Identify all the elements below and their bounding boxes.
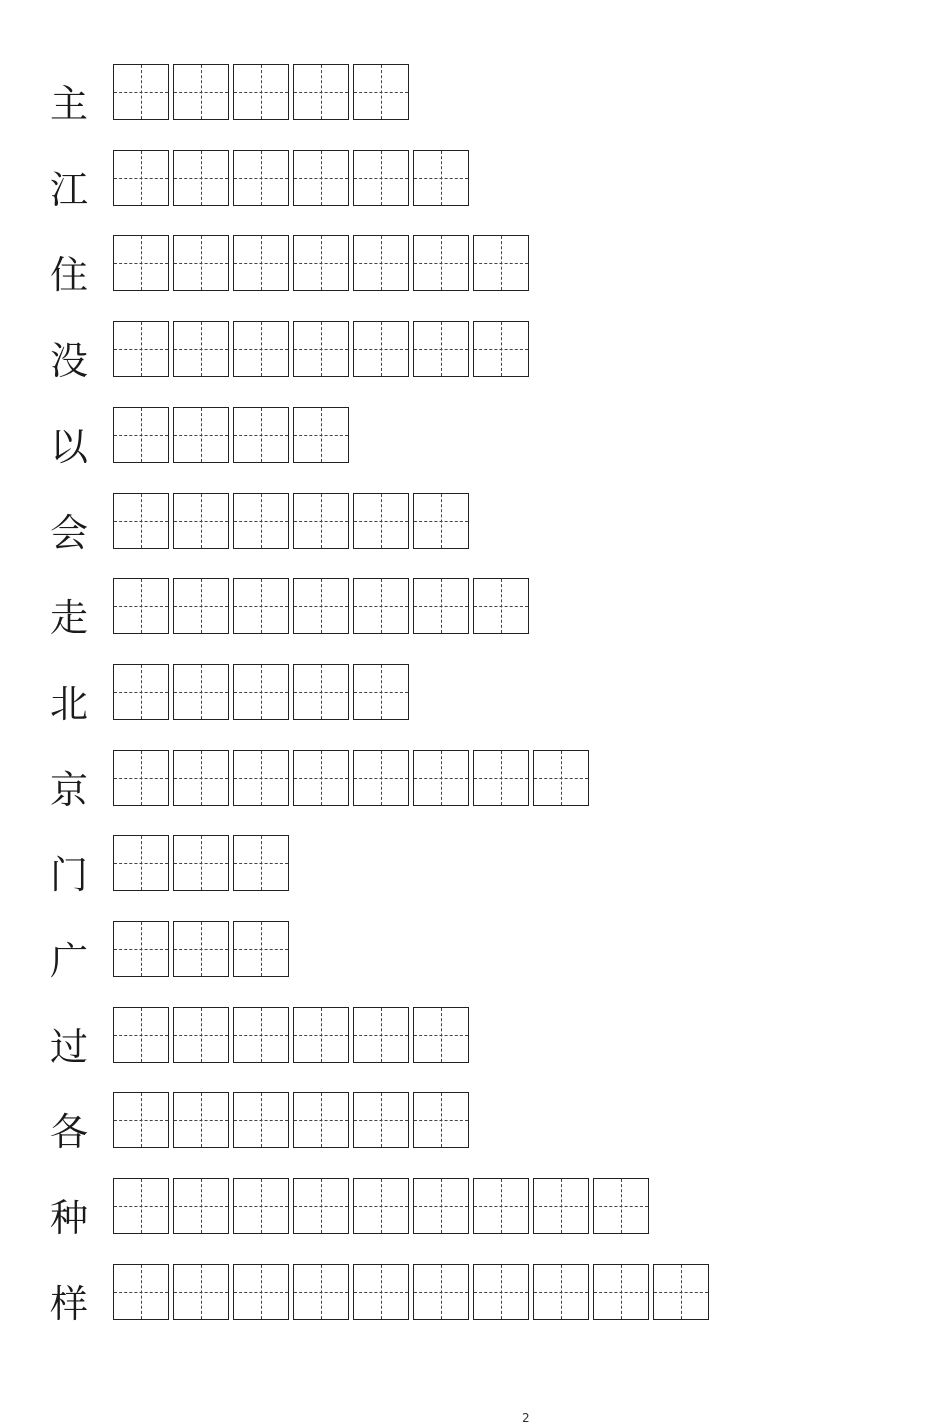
- tianzige-cell[interactable]: [173, 1007, 229, 1063]
- character-label: 种: [50, 1196, 89, 1240]
- tianzige-cell[interactable]: [233, 235, 289, 291]
- tianzige-cell[interactable]: [293, 1092, 349, 1148]
- tianzige-cell[interactable]: [353, 1007, 409, 1063]
- tianzige-cell[interactable]: [113, 1092, 169, 1148]
- character-label: 过: [50, 1025, 89, 1069]
- tianzige-cell[interactable]: [353, 64, 409, 120]
- tianzige-cell[interactable]: [173, 1092, 229, 1148]
- writing-grid: [113, 64, 413, 120]
- tianzige-cell[interactable]: [173, 1178, 229, 1234]
- practice-row: [50, 746, 593, 812]
- character-label: 江: [50, 168, 89, 212]
- tianzige-cell[interactable]: [113, 64, 169, 120]
- tianzige-cell[interactable]: [113, 1264, 169, 1320]
- tianzige-cell[interactable]: [173, 835, 229, 891]
- tianzige-cell[interactable]: [173, 235, 229, 291]
- practice-row: [50, 1174, 653, 1240]
- practice-row: [50, 1260, 713, 1326]
- practice-row: [50, 146, 473, 212]
- writing-grid: [113, 1092, 473, 1148]
- tianzige-cell[interactable]: [353, 1178, 409, 1234]
- tianzige-cell[interactable]: [113, 578, 169, 634]
- tianzige-cell[interactable]: [413, 750, 469, 806]
- tianzige-cell[interactable]: [113, 235, 169, 291]
- page-number: 2: [522, 1411, 530, 1425]
- tianzige-cell[interactable]: [173, 921, 229, 977]
- writing-grid: [113, 1264, 713, 1320]
- tianzige-cell[interactable]: [353, 235, 409, 291]
- tianzige-cell[interactable]: [413, 1178, 469, 1234]
- tianzige-cell[interactable]: [173, 664, 229, 720]
- writing-grid: [113, 321, 533, 377]
- tianzige-cell[interactable]: [293, 1178, 349, 1234]
- tianzige-cell[interactable]: [173, 493, 229, 549]
- tianzige-cell[interactable]: [113, 664, 169, 720]
- tianzige-cell[interactable]: [473, 321, 529, 377]
- tianzige-cell[interactable]: [293, 235, 349, 291]
- tianzige-cell[interactable]: [413, 235, 469, 291]
- writing-grid: [113, 750, 593, 806]
- tianzige-cell[interactable]: [233, 664, 289, 720]
- tianzige-cell[interactable]: [233, 1264, 289, 1320]
- tianzige-cell[interactable]: [233, 835, 289, 891]
- tianzige-cell[interactable]: [233, 1007, 289, 1063]
- tianzige-cell[interactable]: [173, 578, 229, 634]
- character-label: 走: [50, 596, 89, 640]
- tianzige-cell[interactable]: [173, 321, 229, 377]
- tianzige-cell[interactable]: [533, 1264, 589, 1320]
- tianzige-cell[interactable]: [353, 664, 409, 720]
- practice-row: [50, 1003, 473, 1069]
- tianzige-cell[interactable]: [233, 321, 289, 377]
- tianzige-cell[interactable]: [473, 1178, 529, 1234]
- practice-row: [50, 574, 533, 640]
- tianzige-cell[interactable]: [293, 1264, 349, 1320]
- character-label: 门: [50, 853, 89, 897]
- tianzige-cell[interactable]: [593, 1264, 649, 1320]
- tianzige-cell[interactable]: [653, 1264, 709, 1320]
- tianzige-cell[interactable]: [293, 664, 349, 720]
- tianzige-cell[interactable]: [413, 1092, 469, 1148]
- writing-grid: [113, 1007, 473, 1063]
- tianzige-cell[interactable]: [233, 921, 289, 977]
- tianzige-cell[interactable]: [473, 578, 529, 634]
- character-label: 以: [50, 425, 89, 469]
- writing-grid: [113, 1178, 653, 1234]
- practice-row: [50, 660, 413, 726]
- tianzige-cell[interactable]: [113, 493, 169, 549]
- writing-grid: [113, 493, 473, 549]
- tianzige-cell[interactable]: [233, 578, 289, 634]
- tianzige-cell[interactable]: [353, 321, 409, 377]
- tianzige-cell[interactable]: [413, 1264, 469, 1320]
- character-label: 北: [50, 682, 89, 726]
- tianzige-cell[interactable]: [233, 150, 289, 206]
- tianzige-cell[interactable]: [293, 150, 349, 206]
- practice-row: [50, 831, 293, 897]
- tianzige-cell[interactable]: [533, 1178, 589, 1234]
- tianzige-cell[interactable]: [353, 578, 409, 634]
- tianzige-cell[interactable]: [113, 407, 169, 463]
- tianzige-cell[interactable]: [353, 150, 409, 206]
- tianzige-cell[interactable]: [113, 921, 169, 977]
- tianzige-cell[interactable]: [413, 1007, 469, 1063]
- character-label: 样: [50, 1282, 89, 1326]
- tianzige-cell[interactable]: [293, 64, 349, 120]
- practice-row: [50, 60, 413, 126]
- tianzige-cell[interactable]: [353, 1092, 409, 1148]
- tianzige-cell[interactable]: [113, 750, 169, 806]
- tianzige-cell[interactable]: [233, 493, 289, 549]
- tianzige-cell[interactable]: [413, 321, 469, 377]
- tianzige-cell[interactable]: [293, 493, 349, 549]
- character-label: 没: [50, 339, 89, 383]
- tianzige-cell[interactable]: [233, 750, 289, 806]
- tianzige-cell[interactable]: [533, 750, 589, 806]
- tianzige-cell[interactable]: [113, 1178, 169, 1234]
- tianzige-cell[interactable]: [173, 64, 229, 120]
- tianzige-cell[interactable]: [353, 493, 409, 549]
- writing-grid: [113, 921, 293, 977]
- practice-row: [50, 403, 353, 469]
- practice-row: [50, 1088, 473, 1154]
- tianzige-cell[interactable]: [293, 578, 349, 634]
- tianzige-cell[interactable]: [113, 150, 169, 206]
- tianzige-cell[interactable]: [173, 1264, 229, 1320]
- tianzige-cell[interactable]: [113, 321, 169, 377]
- tianzige-cell[interactable]: [113, 835, 169, 891]
- tianzige-cell[interactable]: [293, 407, 349, 463]
- writing-grid: [113, 835, 293, 891]
- tianzige-cell[interactable]: [413, 493, 469, 549]
- tianzige-cell[interactable]: [173, 750, 229, 806]
- writing-grid: [113, 664, 413, 720]
- practice-row: [50, 231, 533, 297]
- practice-row: [50, 917, 293, 983]
- tianzige-cell[interactable]: [473, 750, 529, 806]
- character-label: 各: [50, 1110, 89, 1154]
- character-label: 住: [50, 253, 89, 297]
- tianzige-cell[interactable]: [473, 235, 529, 291]
- tianzige-cell[interactable]: [293, 1007, 349, 1063]
- tianzige-cell[interactable]: [233, 1092, 289, 1148]
- practice-row: [50, 489, 473, 555]
- tianzige-cell[interactable]: [233, 1178, 289, 1234]
- tianzige-cell[interactable]: [473, 1264, 529, 1320]
- character-label: 广: [50, 939, 89, 983]
- practice-row: [50, 317, 533, 383]
- tianzige-cell[interactable]: [413, 150, 469, 206]
- tianzige-cell[interactable]: [173, 150, 229, 206]
- writing-grid: [113, 578, 533, 634]
- tianzige-cell[interactable]: [173, 407, 229, 463]
- tianzige-cell[interactable]: [353, 750, 409, 806]
- tianzige-cell[interactable]: [413, 578, 469, 634]
- writing-grid: [113, 150, 473, 206]
- tianzige-cell[interactable]: [593, 1178, 649, 1234]
- tianzige-cell[interactable]: [353, 1264, 409, 1320]
- writing-grid: [113, 235, 533, 291]
- character-label: 会: [50, 511, 89, 555]
- tianzige-cell[interactable]: [233, 64, 289, 120]
- character-label: 主: [50, 82, 89, 126]
- writing-grid: [113, 407, 353, 463]
- character-label: 京: [50, 768, 89, 812]
- tianzige-cell[interactable]: [293, 750, 349, 806]
- tianzige-cell[interactable]: [113, 1007, 169, 1063]
- tianzige-cell[interactable]: [233, 407, 289, 463]
- tianzige-cell[interactable]: [293, 321, 349, 377]
